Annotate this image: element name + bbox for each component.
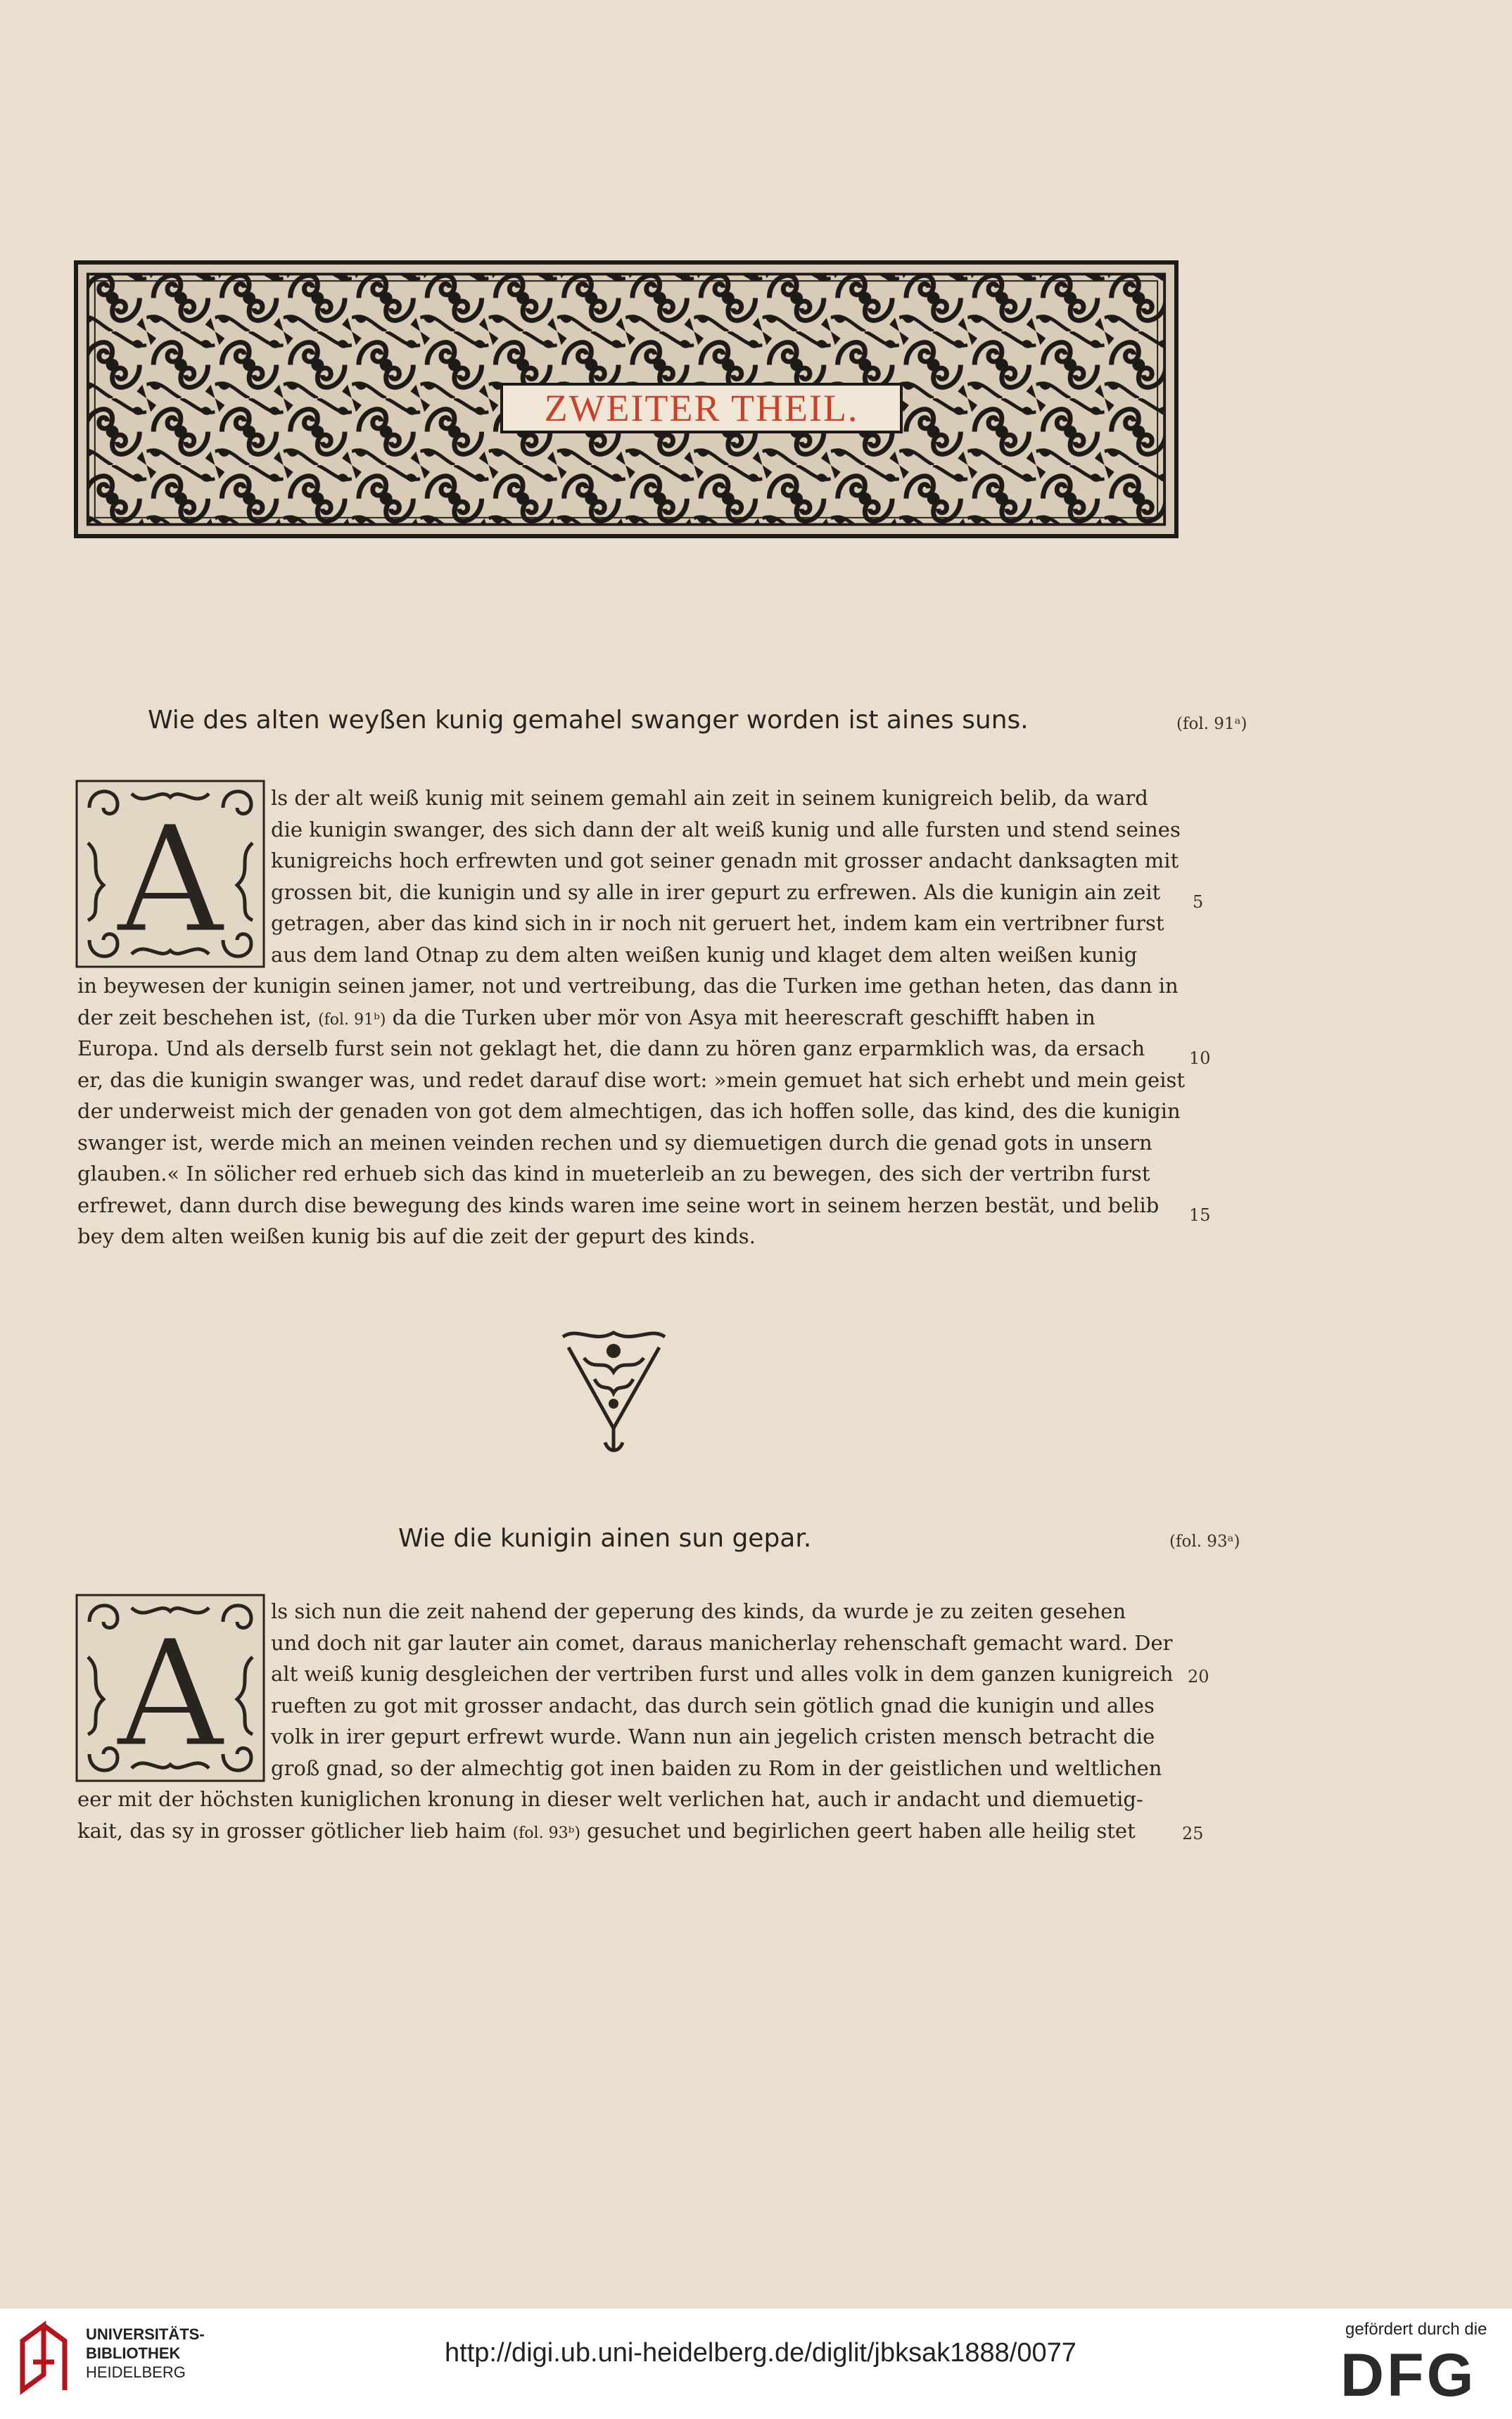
library-name-line-3: HEIDELBERG xyxy=(86,2363,186,2381)
text-line: alt weiß kunig desgleichen der vertriben furst und alles volk in dem ganzen kunigreich xyxy=(271,1662,1174,1686)
library-logo-icon xyxy=(15,2320,72,2396)
text-line: groß gnad, so der almechtig got inen baiden zu Rom in der geistlichen und weltlichen xyxy=(271,1755,1162,1780)
text-line xyxy=(77,1815,1173,1847)
line-number: 25 xyxy=(1182,1824,1204,1843)
text-line: Europa. Und als derselb furst sein not geklagt het, die dann zu hören ganz erparmklich was, da ersach xyxy=(77,1036,1145,1060)
line-number: 10 xyxy=(1189,1048,1211,1068)
text-line-start: kait, das sy in grosser götlicher lieb haim xyxy=(77,1818,507,1843)
library-name-line-2: BIBLIOTHEK xyxy=(86,2344,181,2362)
text-line-rest: gesuchet und begirlichen geert haben alle heilig stet xyxy=(587,1818,1136,1843)
line-number: 5 xyxy=(1193,892,1204,912)
section-2-heading: Wie die kunigin ainen sun gepar. xyxy=(398,1524,812,1553)
text-line xyxy=(77,1002,1185,1034)
text-line-start: der zeit beschehen ist, xyxy=(77,1005,312,1029)
text-line: die kunigin swanger, des sich dann der alt weiß kunig und alle fursten und stend seines xyxy=(271,817,1181,842)
text-line: kunigreichs hoch erfrewten und got seiner genadn mit grosser andacht danksagten mit xyxy=(271,849,1179,872)
text-line: getragen, aber das kind sich in ir noch nit geruert het, indem kam ein vertribner furst xyxy=(271,911,1164,935)
line-number: 15 xyxy=(1189,1205,1211,1225)
section-2-folio: (fol. 93ᵃ) xyxy=(1169,1532,1240,1551)
text-line-rest: da die Turken uber mör von Asya mit heerescraft geschifft haben in xyxy=(392,1005,1095,1029)
text-line: ls der alt weiß kunig mit seinem gemahl ain zeit in seinem kunigreich belib, da ward xyxy=(271,786,1148,810)
text-line: ls sich nun die zeit nahend der geperung des kinds, da wurde je zu zeiten gesehen xyxy=(271,1599,1126,1623)
section-1-folio: (fol. 91ᵃ) xyxy=(1176,715,1247,733)
dfg-logo: DFG xyxy=(1340,2342,1477,2409)
ornamental-banner xyxy=(74,260,1179,538)
text-line: der underweist mich der genaden von got dem almechtigen, das ich hoffen solle, das kind, des die kunigin xyxy=(77,1099,1181,1123)
text-line: grossen bit, die kunigin und sy alle in irer gepurt zu erfrewen. Als die kunigin ain zeit xyxy=(271,880,1161,904)
sponsor-label: gefördert durch die xyxy=(1345,2320,1487,2339)
text-line: rueften zu got mit grosser andacht, das durch sein götlich gnad die kunigin und alles xyxy=(271,1693,1155,1718)
inline-folio: (fol. 91ᵇ) xyxy=(318,1010,386,1029)
text-line: volk in irer gepurt erfrewt wurde. Wann nun ain jegelich cristen mensch betracht die xyxy=(271,1725,1155,1748)
library-name-line-1: UNIVERSITÄTS- xyxy=(86,2325,205,2343)
text-line: in beywesen der kunigin seinen jamer, not und vertreibung, das die Turken ime gethan heten, das dann in xyxy=(77,974,1179,998)
text-line: glauben.« In sölicher red erhueb sich das kind in mueterleib an zu bewegen, des sich der vertribn furst xyxy=(77,1162,1150,1186)
svg-text:A: A xyxy=(117,794,224,966)
inline-folio: (fol. 93ᵇ) xyxy=(512,1824,580,1842)
text-line: und doch nit gar lauter ain comet, daraus manicherlay rehenschaft gemacht ward. Der xyxy=(271,1630,1173,1655)
text-line: bey dem alten weißen kunig bis auf die zeit der gepurt des kinds. xyxy=(77,1224,756,1248)
text-line: erfrewet, dann durch dise bewegung des kinds waren ime seine wort in seinem herzen bestät, und belib xyxy=(77,1193,1160,1217)
text-line: er, das die kunigin swanger was, und redet darauf dise wort: »mein gemuet hat sich erhebt und mein geist xyxy=(77,1067,1186,1092)
vignette-ornament xyxy=(556,1323,672,1456)
text-line: swanger ist, werde mich an meinen veinden rechen und sy diemuetigen durch die genad gots in unsern xyxy=(77,1130,1152,1155)
line-number: 20 xyxy=(1188,1667,1209,1687)
text-line: eer mit der höchsten kuniglichen kronung in dieser welt verlichen hat, auch ir andacht und diemuetig- xyxy=(77,1787,1143,1811)
text-line: aus dem land Otnap zu dem alten weißen kunig und klaget dem alten weißen kunig xyxy=(271,942,1138,967)
part-title: ZWEITER THEIL. xyxy=(500,383,903,433)
section-1-heading: Wie des alten weyßen kunig gemahel swanger worden ist aines suns. xyxy=(148,706,1029,735)
section-1-text xyxy=(77,782,1185,1252)
source-url-link[interactable]: http://digi.ub.uni-heidelberg.de/diglit/jbksak1888/0077 xyxy=(445,2338,1076,2368)
section-2-text xyxy=(77,1596,1173,1846)
footer-bar xyxy=(0,2308,1512,2419)
svg-text:A: A xyxy=(117,1608,224,1780)
